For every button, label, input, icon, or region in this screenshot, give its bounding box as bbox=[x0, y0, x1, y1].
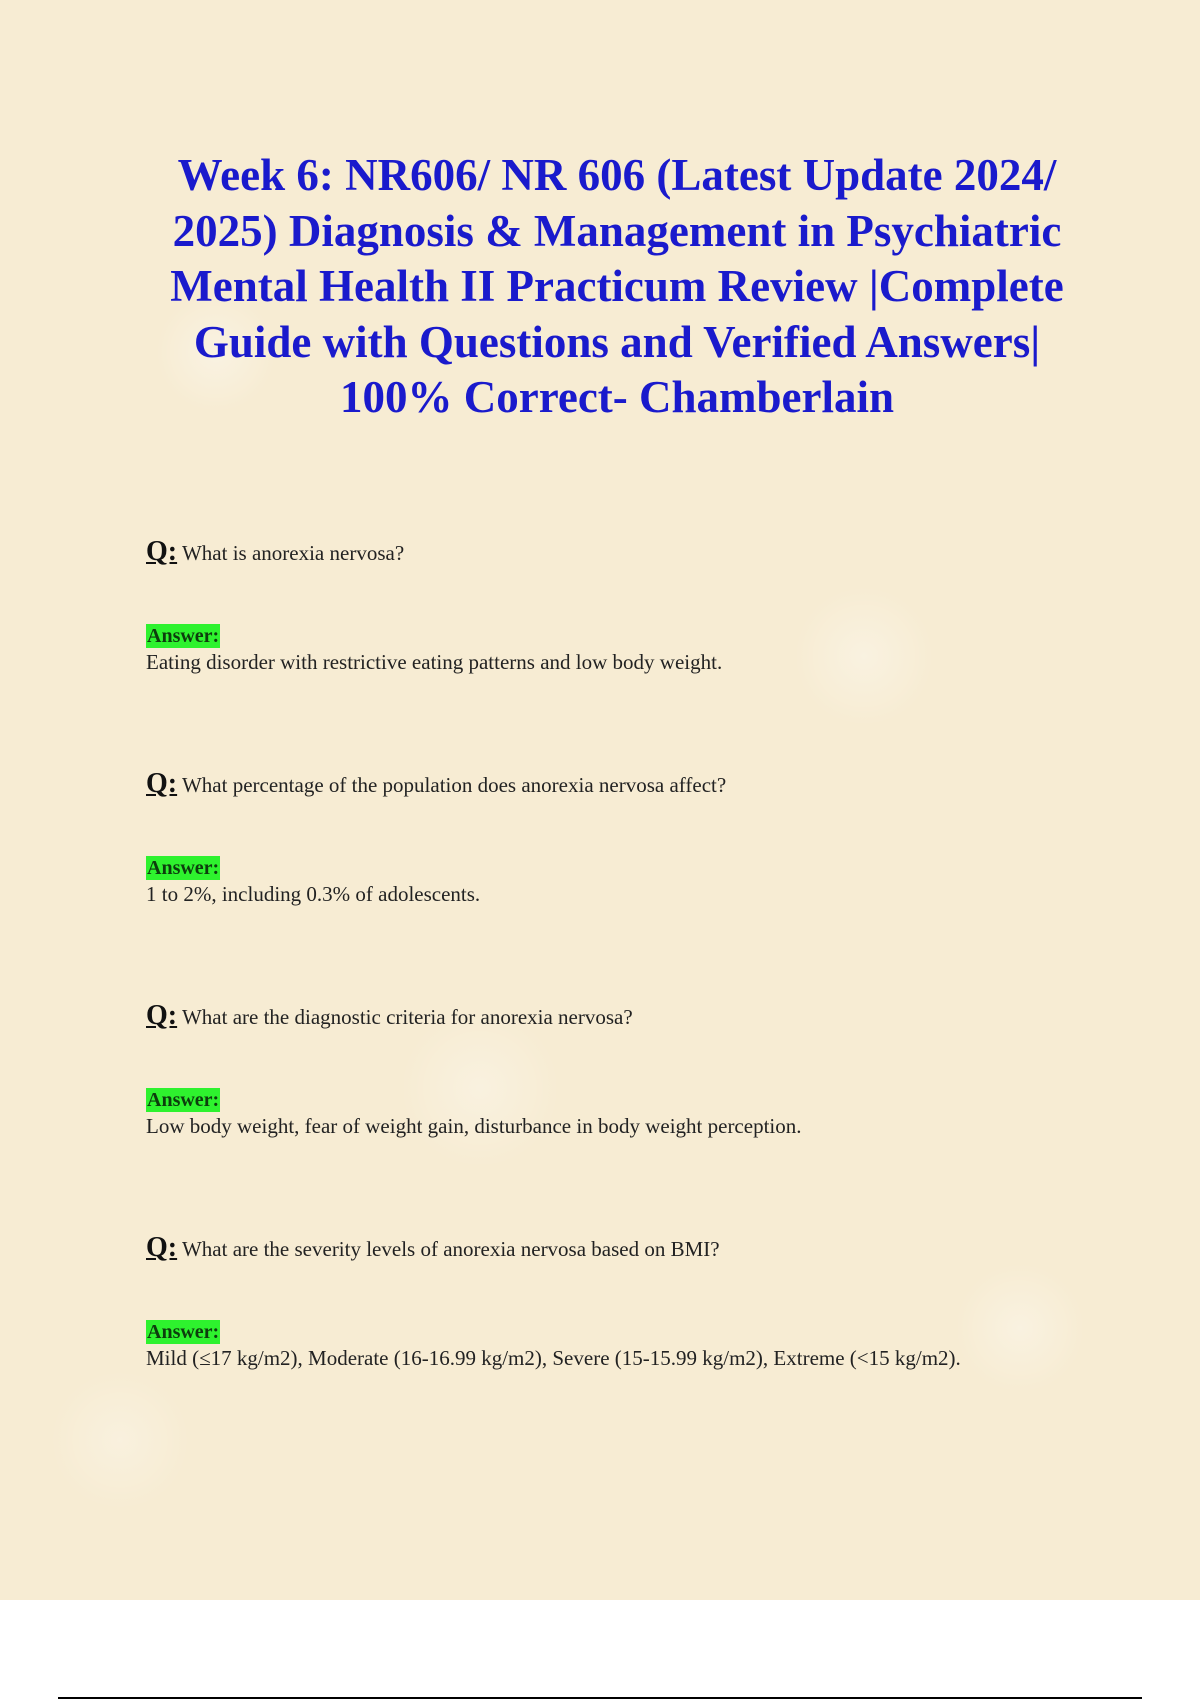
question-label: Q: bbox=[146, 1232, 178, 1263]
answer-label: Answer: bbox=[147, 1321, 220, 1343]
answer-label: Answer: bbox=[147, 625, 220, 647]
question-text: What percentage of the population does anorexia nervosa affect? bbox=[181, 773, 727, 797]
footer-divider bbox=[58, 1697, 1142, 1699]
answer-text: 1 to 2%, including 0.3% of adolescents. bbox=[146, 882, 481, 906]
document-title: Week 6: NR606/ NR 606 (Latest Update 2024/ 2025) Diagnosis & Management in Psychiatric Mental Health II Practicum Review |Complete Guide with Questions and Verified Answers| 100% Correct- Chamberlain bbox=[170, 150, 1064, 422]
qa-item-1 bbox=[146, 537, 1146, 675]
answer-label: Answer: bbox=[147, 1089, 220, 1111]
question-3 bbox=[146, 1001, 1146, 1032]
qa-item-4 bbox=[146, 1233, 1146, 1371]
question-label: Q: bbox=[146, 1000, 178, 1031]
answer-text: Eating disorder with restrictive eating patterns and low body weight. bbox=[146, 650, 723, 674]
question-label: Q: bbox=[146, 768, 178, 799]
question-text: What are the severity levels of anorexia nervosa based on BMI? bbox=[181, 1237, 720, 1261]
question-2 bbox=[146, 769, 1146, 800]
question-text: What is anorexia nervosa? bbox=[181, 541, 405, 565]
answer-label: Answer: bbox=[147, 857, 220, 879]
answer-text: Low body weight, fear of weight gain, disturbance in body weight perception. bbox=[146, 1114, 802, 1138]
question-1 bbox=[146, 537, 1146, 568]
qa-item-3 bbox=[146, 1001, 1146, 1139]
qa-item-2 bbox=[146, 769, 1146, 907]
question-text: What are the diagnostic criteria for anorexia nervosa? bbox=[181, 1005, 633, 1029]
answer-text: Mild (≤17 kg/m2), Moderate (16-16.99 kg/m2), Severe (15-15.99 kg/m2), Extreme (<15 kg/m2). bbox=[146, 1346, 961, 1370]
question-label: Q: bbox=[146, 536, 178, 567]
question-4 bbox=[146, 1233, 1146, 1264]
